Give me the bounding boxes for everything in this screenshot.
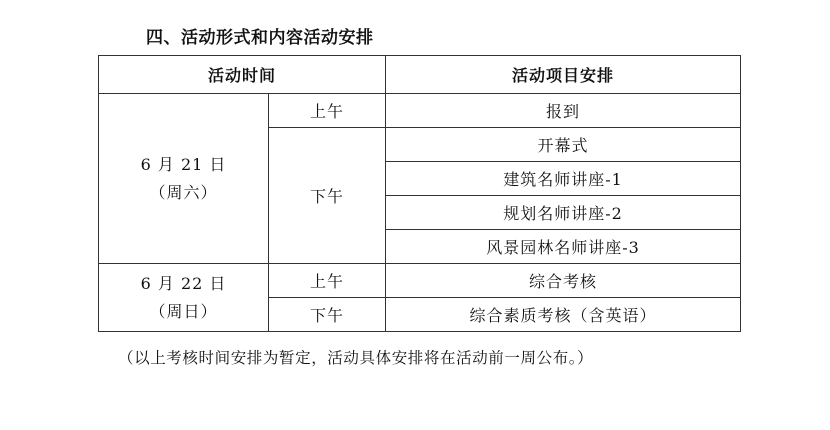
date-label: 6 月 21 日 — [140, 154, 227, 174]
program-cell: 开幕式 — [386, 128, 741, 162]
program-cell: 综合考核 — [386, 264, 741, 298]
table-header-row — [99, 56, 741, 94]
section-heading: 四、活动形式和内容活动安排 — [146, 28, 374, 48]
date-cell-day1 — [99, 94, 269, 264]
period-cell: 下午 — [269, 128, 386, 264]
program-cell: 报到 — [386, 94, 741, 128]
period-cell: 上午 — [269, 94, 386, 128]
period-cell: 下午 — [269, 298, 386, 332]
program-cell: 综合素质考核（含英语） — [386, 298, 741, 332]
program-cell: 风景园林名师讲座-3 — [386, 230, 741, 264]
table-row — [99, 264, 741, 298]
program-cell: 规划名师讲座-2 — [386, 196, 741, 230]
period-cell: 上午 — [269, 264, 386, 298]
header-activity-program: 活动项目安排 — [386, 56, 741, 94]
table-row — [99, 94, 741, 128]
schedule-table — [98, 55, 741, 332]
weekday-label: （周六） — [149, 182, 218, 202]
header-activity-time: 活动时间 — [99, 56, 386, 94]
weekday-label: （周日） — [149, 301, 218, 321]
date-cell-day2 — [99, 264, 269, 332]
program-cell: 建筑名师讲座-1 — [386, 162, 741, 196]
footnote: （以上考核时间安排为暂定，活动具体安排将在活动前一周公布。） — [118, 349, 594, 367]
date-label: 6 月 22 日 — [140, 273, 227, 293]
